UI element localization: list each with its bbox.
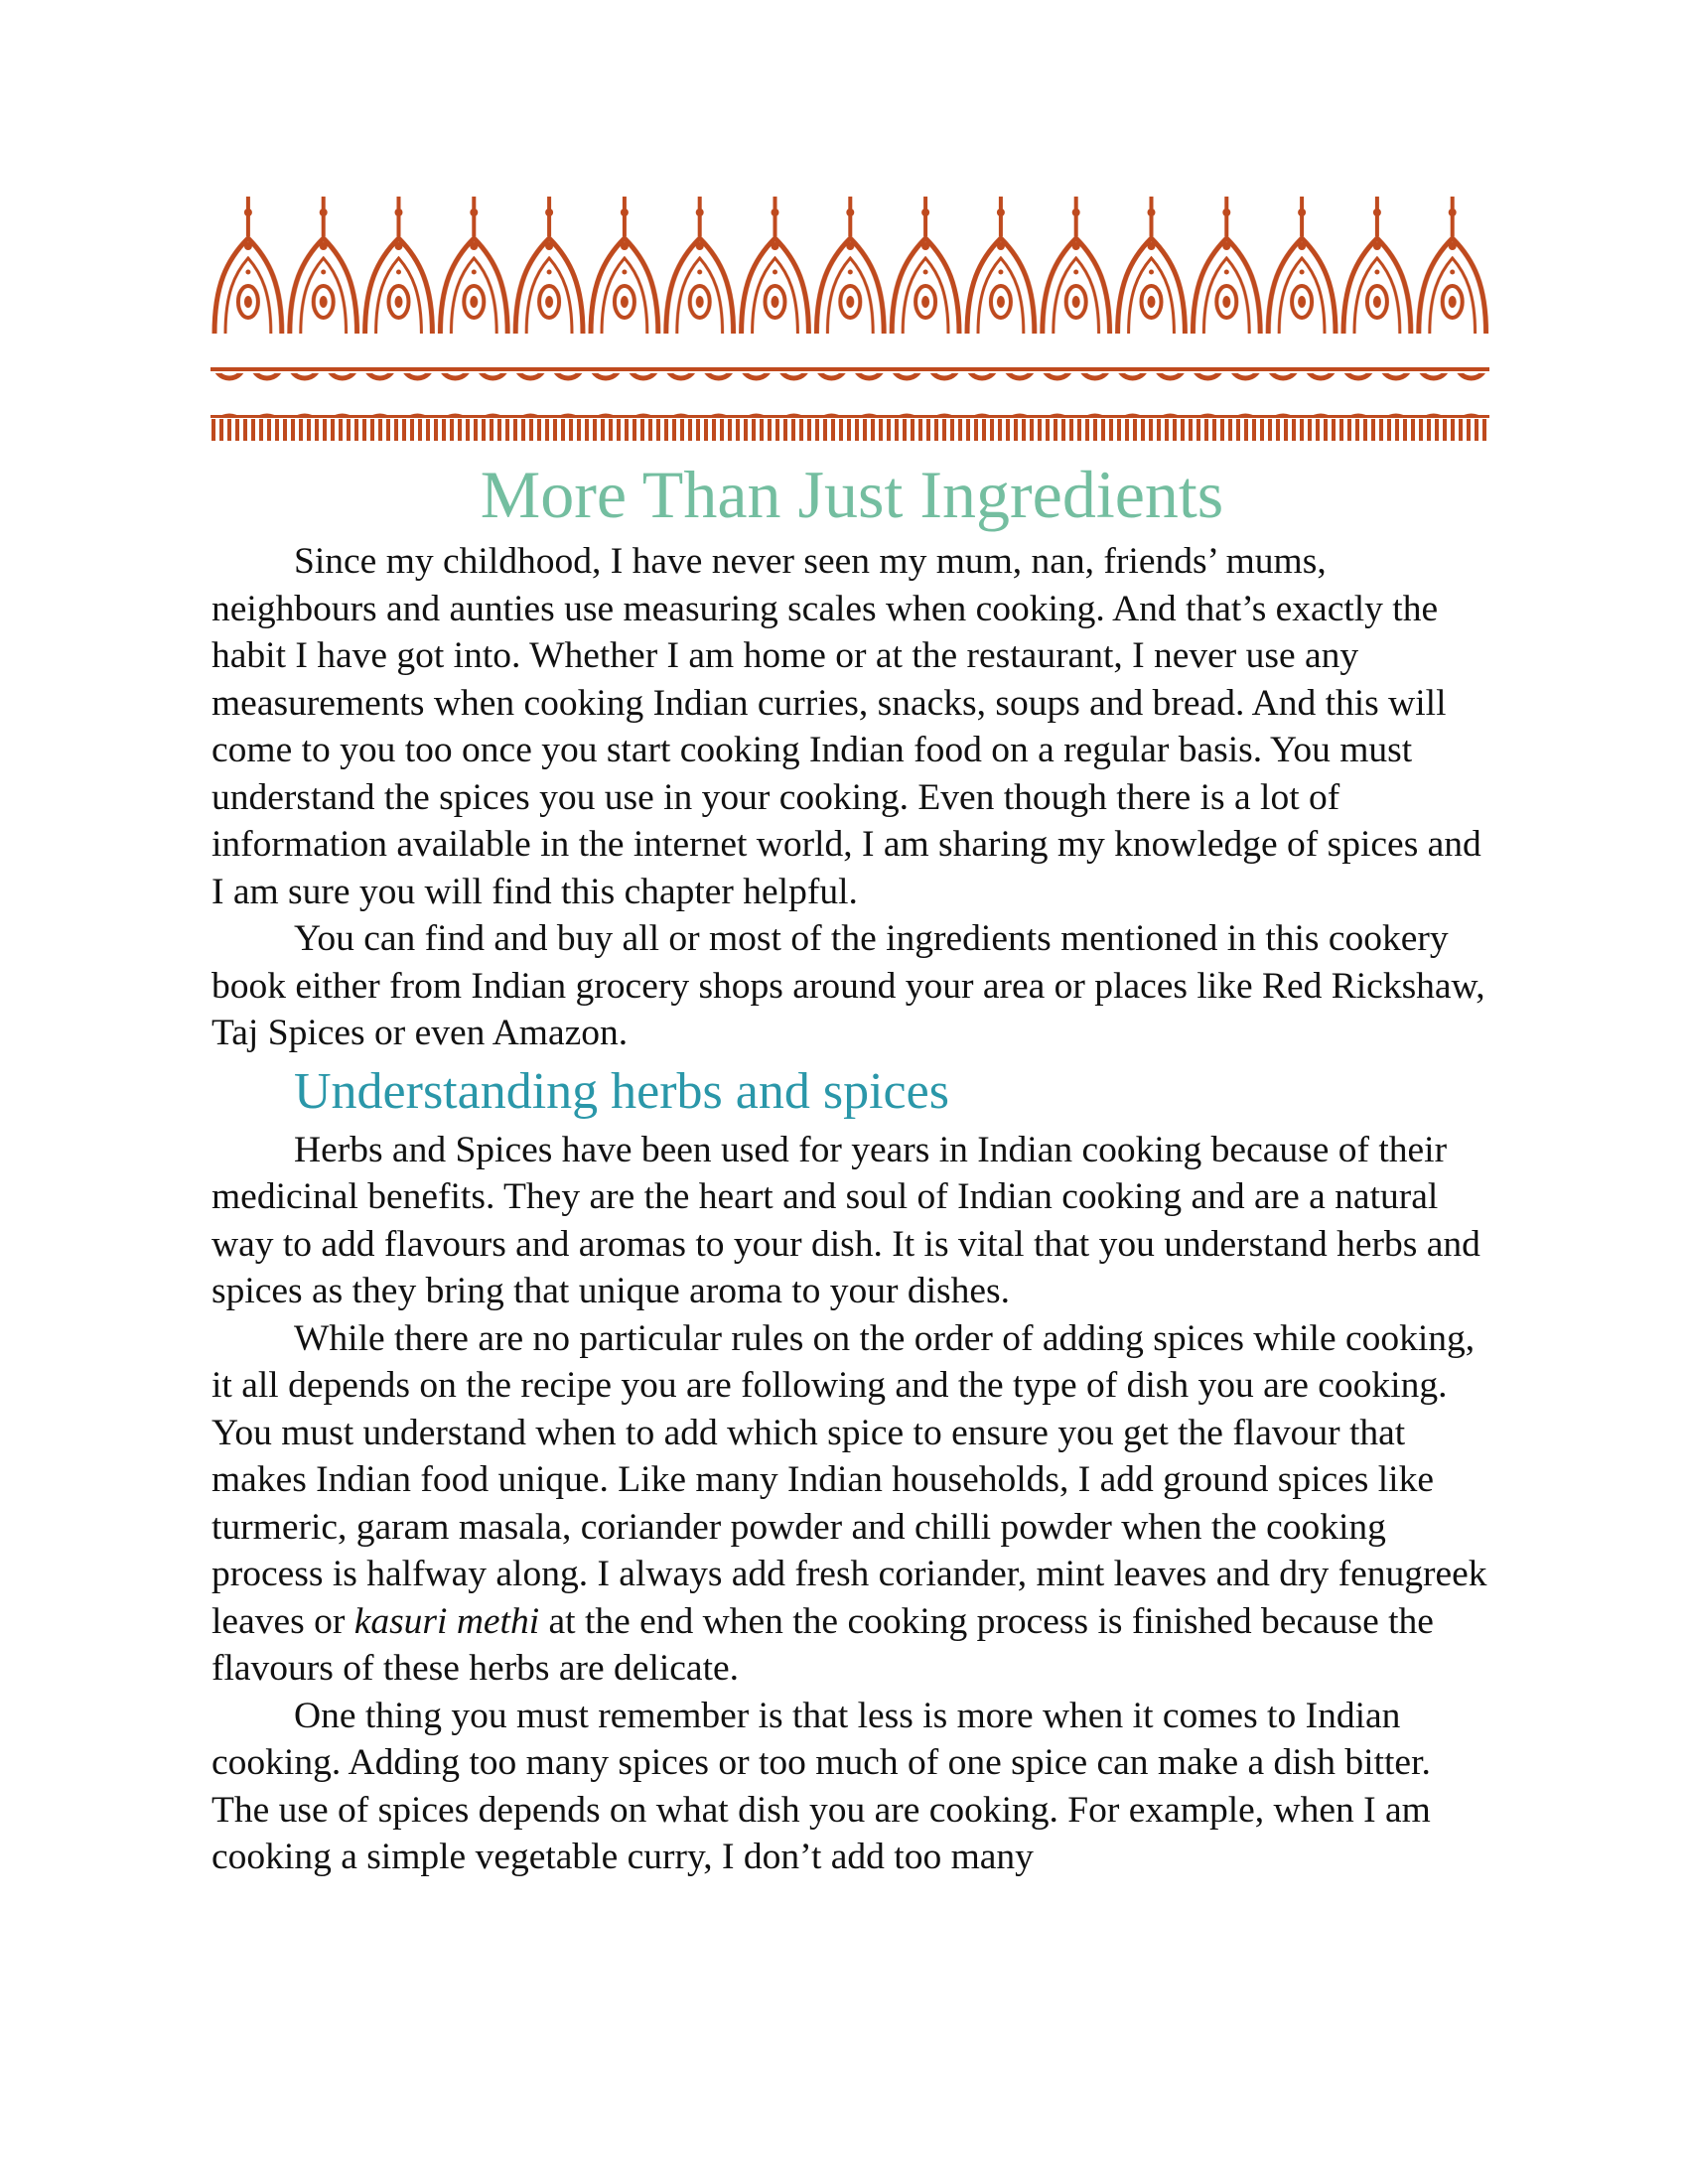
paragraph-text: at the end when the cooking process is finished because the flavours of these herbs are delicate. xyxy=(211,1600,1434,1689)
italic-term: kasuri methi xyxy=(353,1600,540,1642)
chapter-title: More Than Just Ingredients xyxy=(480,457,1224,532)
section-paragraph-3: One thing you must remember is that less is more when it comes to Indian cooking. Adding too many spices or too much of one spice can make a dish bitter. The use of spices depends on what dish you are cooking. For example, when I am cooking a simple vegetable curry, I don’t add too many xyxy=(211,1695,1431,1877)
intro-paragraph-2: You can find and buy all or most of the ingredients mentioned in this cookery book either from Indian grocery shops around your area or places like Red Rickshaw, Taj Spices or even Amazon. xyxy=(211,918,1485,1053)
ornamental-border-icon xyxy=(211,195,1489,443)
section-paragraph-1: Herbs and Spices have been used for years in Indian cooking because of their medicinal benefits. They are the heart and soul of Indian cooking and are a natural way to add flavours and aromas to your dish. It is vital that you understand herbs and spices as they bring that unique aroma to your dishes. xyxy=(211,1129,1480,1311)
intro-paragraph-1: Since my childhood, I have never seen my mum, nan, friends’ mums, neighbours and aunties use measuring scales when cooking. And that’s exactly the habit I have got into. Whether I am home or at the restaurant, I never use any measurements when cooking Indian curries, snacks, soups and bread. And this will come to you too once you start cooking Indian food on a regular basis. You must understand the spices you use in your cooking. Even though there is a lot of information available in the internet world, I am sharing my knowledge of spices and I am sure you will find this chapter helpful. xyxy=(211,541,1481,912)
page-content xyxy=(211,451,1492,1881)
paragraph-text: While there are no particular rules on the order of adding spices while cooking, it all depends on the recipe you are following and the type of dish you are cooking. You must understand when to add which spice to ensure you get the flavour that makes Indian food unique. Like many Indian households, I add ground spices like turmeric, garam masala, coriander powder and chilli powder when the cooking process is halfway along. I always add fresh coriander, mint leaves and dry fenugreek leaves or xyxy=(211,1317,1487,1642)
section-heading: Understanding herbs and spices xyxy=(294,1062,949,1120)
section-paragraph-2 xyxy=(211,1315,1492,1693)
